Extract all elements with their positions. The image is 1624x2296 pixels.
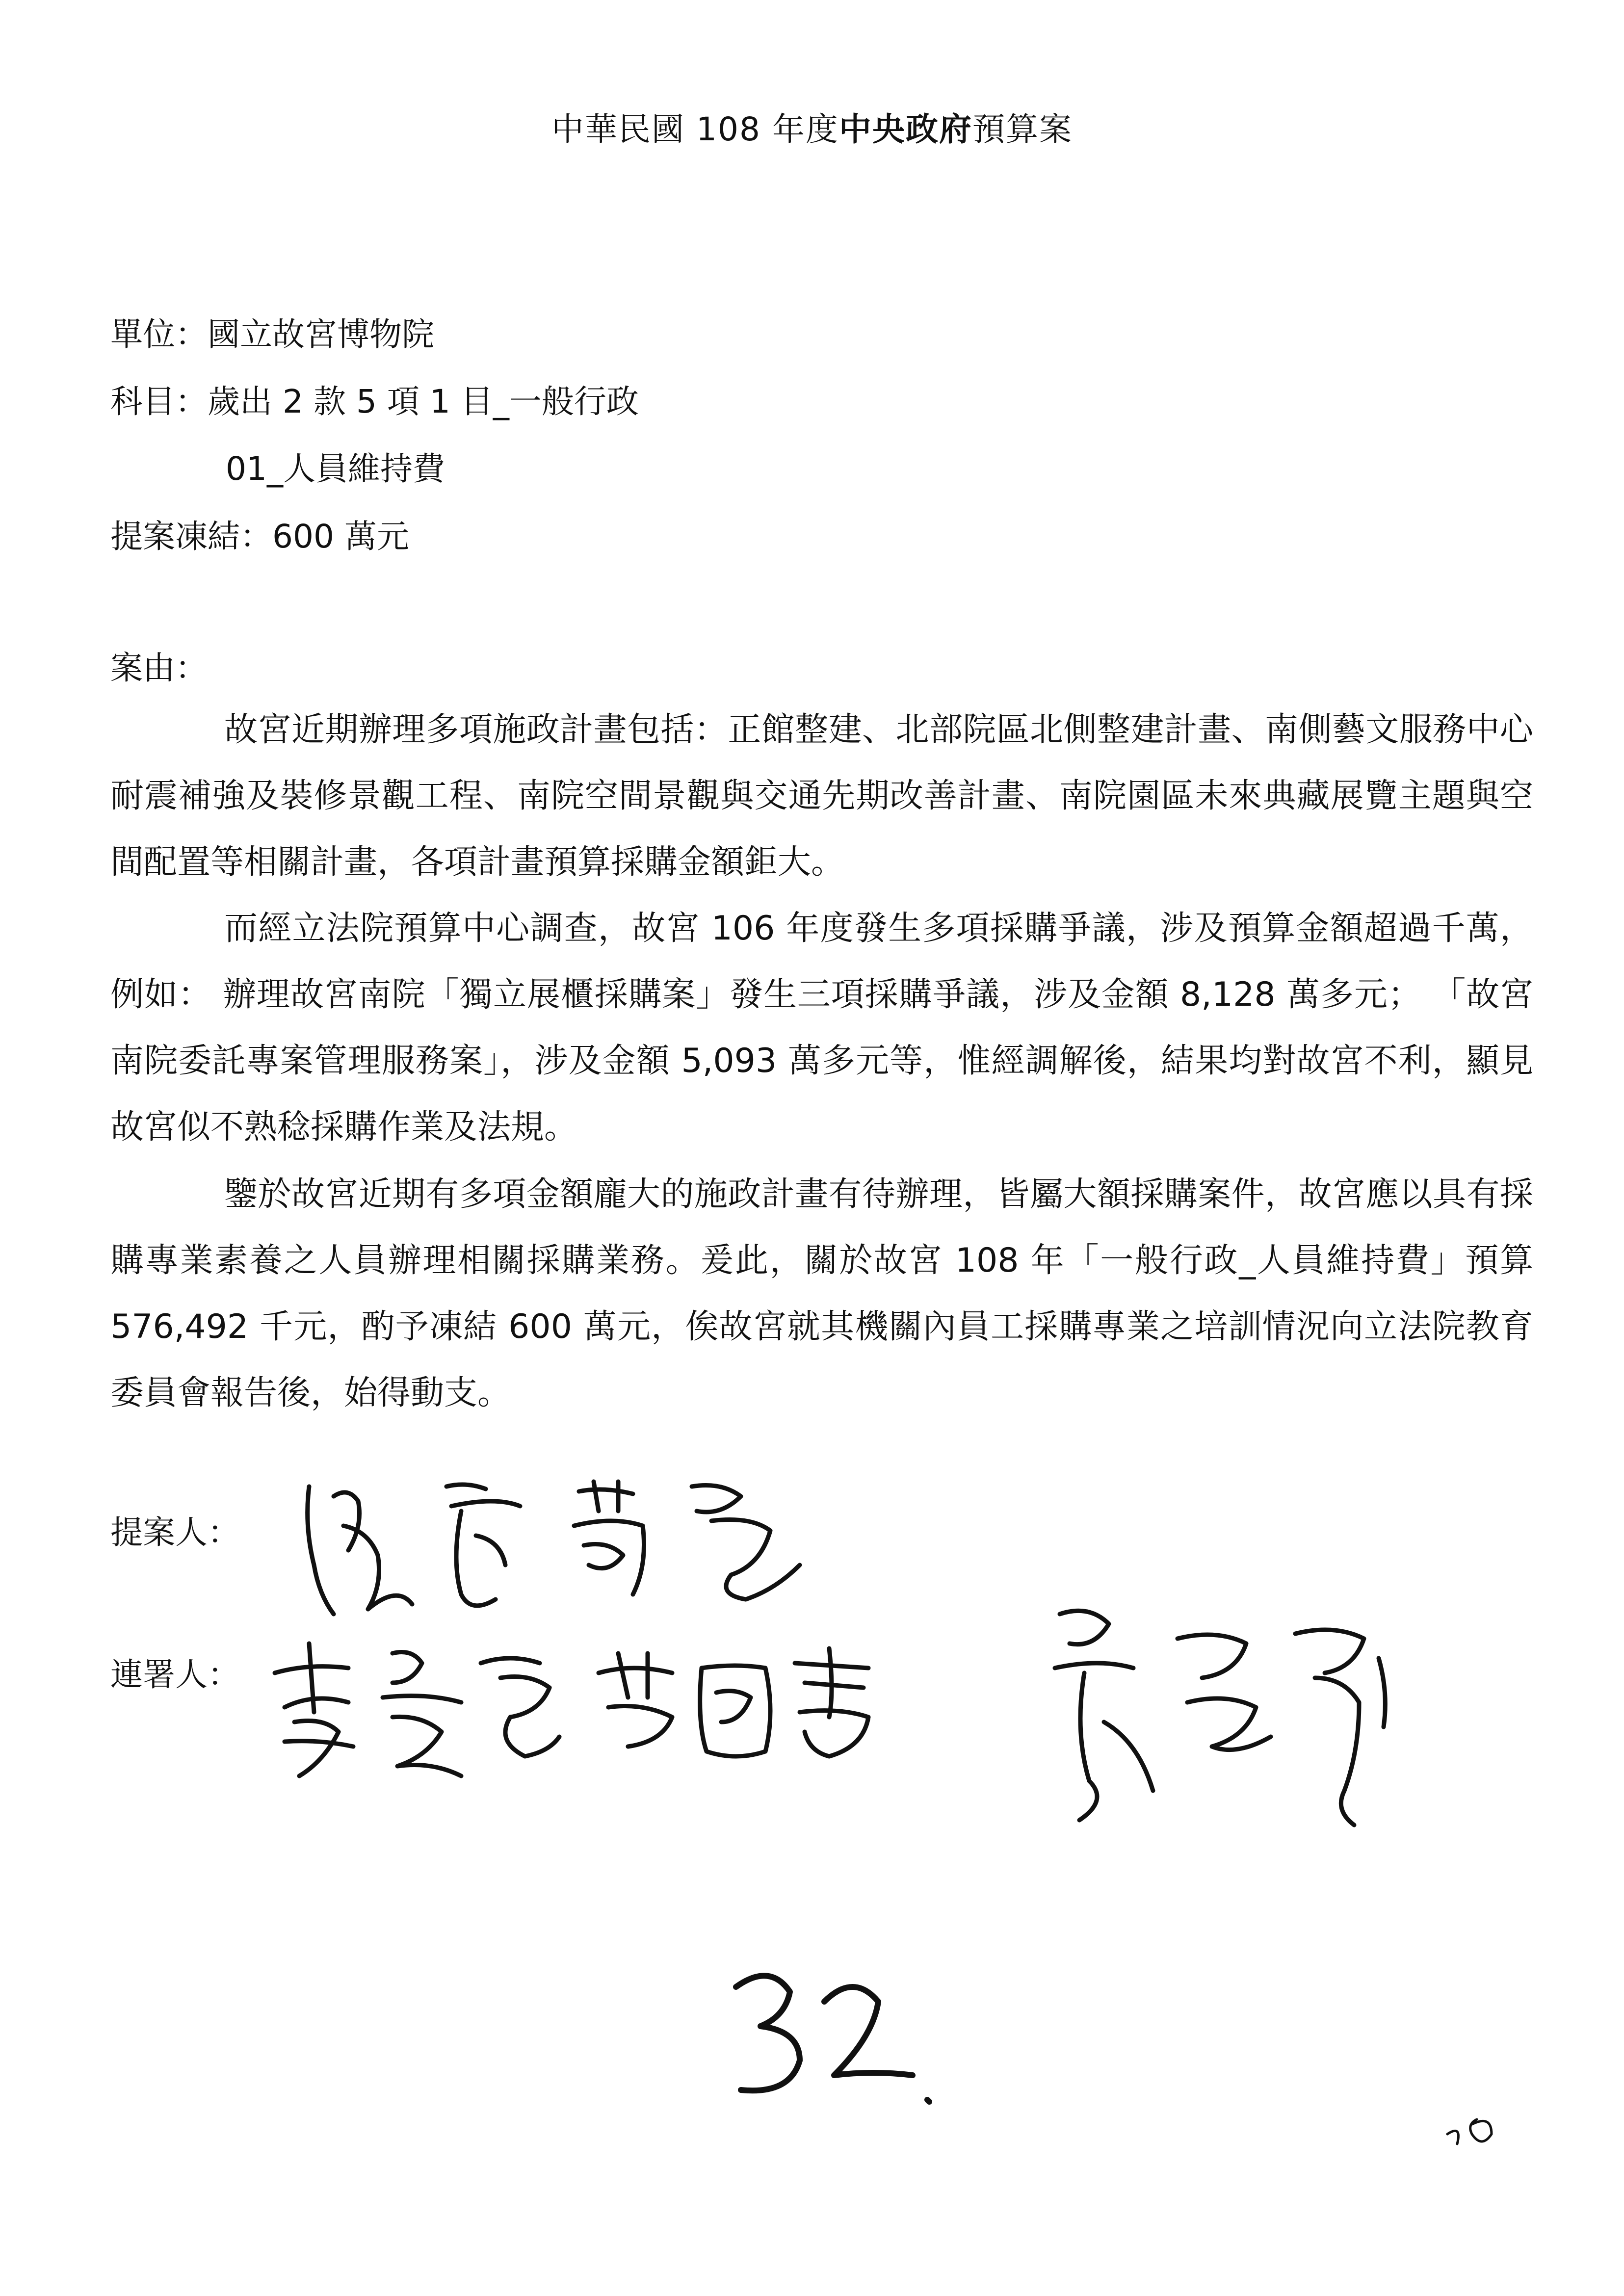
freeze-amount-field: 提案凍結：600 萬元 [110, 518, 409, 555]
reason-paragraph-2: 而經立法院預算中心調查，故宮 106 年度發生多項採購爭議，涉及預算金額超過千萬，例如： 辦理故宮南院「獨立展櫃採購案」發生三項採購爭議，涉及金額 8,128 萬多元； 「故宮南院委託專案管理服務案」，涉及金額 5,093 萬多元等，惟經調解後，結果均對故宮不利，顯見故宮似不熟稔採購作業及法規。 [110, 909, 1533, 1147]
proposer-signature [289, 1467, 839, 1629]
reason-paragraph-1: 故宮近期辦理多項施政計畫包括：正館整建、北部院區北側整建計畫、南側藝文服務中心耐震補強及裝修景觀工程、南院空間景觀與交通先期改善計畫、南院園區未來典藏展覽主題與空間配置等相關計畫，各項計畫預算採購金額鉅大。 [110, 710, 1533, 882]
subject-field: 科目：歲出 2 款 5 項 1 目_一般行政 [110, 383, 639, 420]
handwritten-page-number [716, 1953, 952, 2110]
unit-field: 單位：國立故宮博物院 [110, 315, 434, 353]
cosigner-label: 連署人： [110, 1656, 240, 1694]
title-central-government: 中央政府 [838, 110, 972, 148]
reason-label: 案由： [110, 649, 208, 687]
subject-subitem: 01_人員維持費 [226, 450, 445, 488]
cosigner-signatures [265, 1634, 1001, 1791]
reason-paragraph-3: 鑒於故宮近期有多項金額龐大的施政計畫有待辦理，皆屬大額採購案件，故宮應以具有採購專業素養之人員辦理相關採購業務。爰此，關於故宮 108 年「一般行政_人員維持費」預算 576,492 千元，酌予凍結 600 萬元，俟故宮就其機關內員工採購專業之培訓情況向立法院教育委員會報告後，始得動支。 [110, 1175, 1533, 1412]
corner-handwritten-mark [1438, 2105, 1506, 2154]
title-budget: 預算案 [972, 110, 1073, 148]
proposer-label: 提案人： [110, 1513, 240, 1551]
title-year: 中華民國 108 年度 [551, 110, 839, 148]
document-title [0, 103, 1624, 150]
cosigner-signature-wu [1040, 1594, 1433, 1850]
